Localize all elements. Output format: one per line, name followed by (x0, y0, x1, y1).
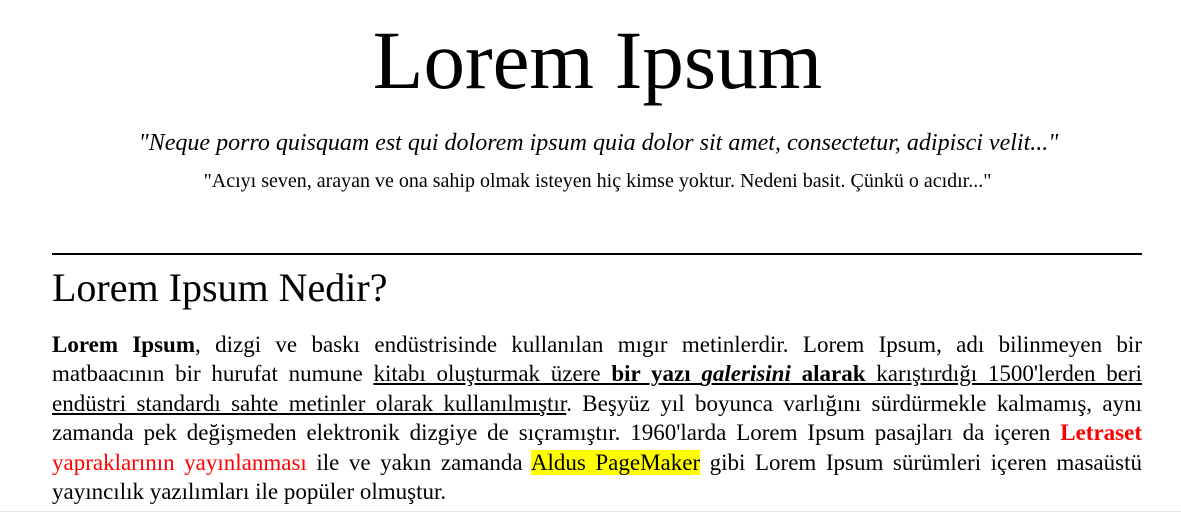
underlined-bold: bir yazı (611, 361, 702, 387)
red-text: yapraklarının yayınlanması (52, 449, 307, 475)
red-bold-term: Letraset (1060, 420, 1142, 446)
bold-term: Lorem Ipsum (52, 332, 195, 357)
section-heading: Lorem Ipsum Nedir? (52, 265, 388, 310)
paragraph-text-3: ile ve yakın zamanda (306, 449, 531, 475)
paragraph-text-4: gibi Lorem Ipsum sürümleri içeren masaüstü yayıncılık yazılımları ile popüler olmuştur. (52, 449, 1142, 505)
underlined-span-2: karıştırdığı 1500'lerden beri endüstri standardı sahte metinler olarak kullanılmıştır (52, 361, 1143, 416)
latin-quote: "Neque porro quisquam est qui dolorem ipsum quia dolor sit amet, consectetur, adipisci velit..." (138, 130, 1059, 156)
body-paragraph (52, 330, 1142, 506)
horizontal-rule (52, 253, 1142, 255)
underlined-bold-italic (701, 361, 790, 386)
underlined-bold-2: alarak (790, 361, 866, 387)
page-title: Lorem Ipsum (372, 14, 823, 106)
quote-translation: "Acıyı seven, arayan ve ona sahip olmak isteyen hiç kimse yoktur. Nedeni basit. Çünkü o acıdır..." (203, 170, 992, 192)
paragraph-text-2: . Beşyüz yıl boyunca varlığını sürdürmekle kalmamış, aynı zamanda pek değişmeden elektronik dizgiye de sıçramıştır. 1960'larda Lorem Ipsum pasajları da içeren (52, 390, 1143, 446)
page-bottom-edge (0, 511, 1181, 512)
italic-word: galerisini (701, 361, 791, 387)
highlighted-text: Aldus PageMaker (530, 449, 701, 475)
underlined-span: kitabı oluşturmak üzere (373, 361, 612, 387)
paragraph-text: , dizgi ve baskı endüstrisinde kullanılan mıgır metinlerdir. Lorem Ipsum, adı bilinmeyen bir matbaacının bir hurufat numune (52, 332, 1142, 387)
